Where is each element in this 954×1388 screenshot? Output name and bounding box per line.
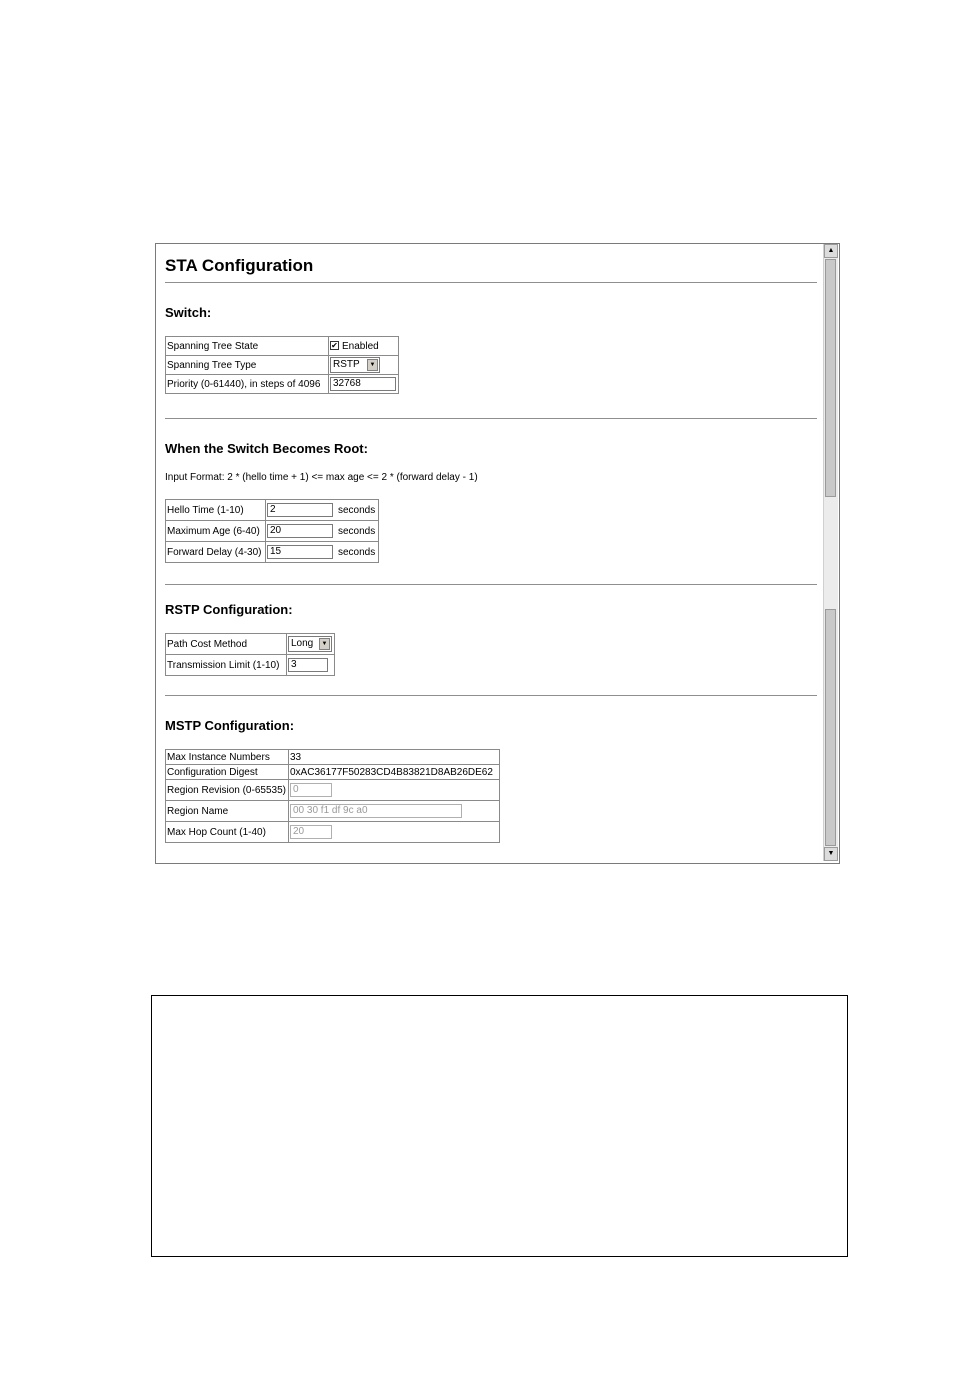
path-cost-method-value: Long bbox=[291, 638, 314, 649]
hello-time-units: seconds bbox=[337, 500, 379, 521]
table-row bbox=[166, 634, 335, 655]
root-heading: When the Switch Becomes Root: bbox=[165, 441, 368, 456]
priority-label: Priority (0-61440), in steps of 4096 bbox=[166, 375, 329, 394]
forward-delay-label: Forward Delay (4-30) bbox=[166, 542, 266, 563]
switch-divider bbox=[165, 418, 817, 419]
mstp-settings-table bbox=[165, 749, 500, 843]
vertical-scrollbar[interactable] bbox=[823, 244, 838, 861]
region-name-input[interactable]: 00 30 f1 df 9c a0 bbox=[290, 804, 462, 818]
forward-delay-cell bbox=[266, 542, 338, 563]
maximum-age-units: seconds bbox=[337, 521, 379, 542]
path-cost-method-cell bbox=[287, 634, 335, 655]
table-row bbox=[166, 375, 399, 394]
forward-delay-input[interactable]: 15 bbox=[267, 545, 333, 559]
rstp-heading: RSTP Configuration: bbox=[165, 602, 293, 617]
max-instance-numbers-label: Max Instance Numbers bbox=[166, 750, 289, 765]
spanning-tree-state-checkbox[interactable] bbox=[330, 341, 339, 350]
rstp-divider bbox=[165, 695, 817, 696]
hello-time-label: Hello Time (1-10) bbox=[166, 500, 266, 521]
title-divider bbox=[165, 282, 817, 283]
empty-bordered-box bbox=[151, 995, 848, 1257]
transmission-limit-label: Transmission Limit (1-10) bbox=[166, 655, 287, 676]
region-revision-label: Region Revision (0-65535) bbox=[166, 780, 289, 801]
spanning-tree-type-select[interactable] bbox=[330, 357, 380, 373]
region-revision-cell bbox=[289, 780, 500, 801]
table-row bbox=[166, 765, 500, 780]
region-revision-input[interactable]: 0 bbox=[290, 783, 332, 797]
spanning-tree-type-value: RSTP bbox=[333, 359, 360, 370]
sta-configuration-window bbox=[155, 243, 840, 864]
scroll-up-arrow-icon[interactable]: ▲ bbox=[824, 244, 838, 258]
scroll-down-arrow-icon[interactable]: ▼ bbox=[824, 847, 838, 861]
max-hop-count-input[interactable]: 20 bbox=[290, 825, 332, 839]
maximum-age-label: Maximum Age (6-40) bbox=[166, 521, 266, 542]
maximum-age-input[interactable]: 20 bbox=[267, 524, 333, 538]
table-row bbox=[166, 801, 500, 822]
table-row bbox=[166, 655, 335, 676]
hello-time-cell bbox=[266, 500, 338, 521]
hello-time-input[interactable]: 2 bbox=[267, 503, 333, 517]
spanning-tree-state-cell bbox=[329, 337, 399, 356]
table-row bbox=[166, 822, 500, 843]
table-row bbox=[166, 750, 500, 765]
path-cost-method-label: Path Cost Method bbox=[166, 634, 287, 655]
table-row bbox=[166, 500, 379, 521]
dropdown-arrow-icon[interactable]: ▼ bbox=[367, 359, 378, 371]
configuration-digest-value: 0xAC36177F50283CD4B83821D8AB26DE62 bbox=[289, 765, 500, 780]
spanning-tree-type-label: Spanning Tree Type bbox=[166, 356, 329, 375]
path-cost-method-select[interactable] bbox=[288, 636, 332, 652]
switch-heading: Switch: bbox=[165, 305, 212, 320]
spanning-tree-type-cell bbox=[329, 356, 399, 375]
priority-input[interactable]: 32768 bbox=[330, 377, 396, 391]
configuration-digest-label: Configuration Digest bbox=[166, 765, 289, 780]
table-row bbox=[166, 521, 379, 542]
transmission-limit-cell bbox=[287, 655, 335, 676]
root-divider bbox=[165, 584, 817, 585]
checkmark-icon: ✔ bbox=[331, 341, 338, 351]
region-name-label: Region Name bbox=[166, 801, 289, 822]
spanning-tree-state-value: Enabled bbox=[342, 340, 379, 352]
region-name-cell bbox=[289, 801, 500, 822]
root-timers-table bbox=[165, 499, 379, 563]
max-hop-count-label: Max Hop Count (1-40) bbox=[166, 822, 289, 843]
max-hop-count-cell bbox=[289, 822, 500, 843]
table-row bbox=[166, 356, 399, 375]
table-row bbox=[166, 780, 500, 801]
input-format-note: Input Format: 2 * (hello time + 1) <= max age <= 2 * (forward delay - 1) bbox=[165, 472, 478, 483]
scrollbar-thumb-lower[interactable] bbox=[825, 609, 836, 846]
spanning-tree-state-label: Spanning Tree State bbox=[166, 337, 329, 356]
switch-settings-table bbox=[165, 336, 399, 394]
priority-cell bbox=[329, 375, 399, 394]
mstp-heading: MSTP Configuration: bbox=[165, 718, 295, 733]
page-title: STA Configuration bbox=[165, 256, 314, 275]
scrollbar-thumb-upper[interactable] bbox=[825, 259, 836, 497]
rstp-settings-table bbox=[165, 633, 335, 676]
table-row bbox=[166, 542, 379, 563]
forward-delay-units: seconds bbox=[337, 542, 379, 563]
max-instance-numbers-value: 33 bbox=[289, 750, 500, 765]
dropdown-arrow-icon[interactable]: ▼ bbox=[319, 638, 330, 650]
maximum-age-cell bbox=[266, 521, 338, 542]
transmission-limit-input[interactable]: 3 bbox=[288, 658, 328, 672]
table-row bbox=[166, 337, 399, 356]
